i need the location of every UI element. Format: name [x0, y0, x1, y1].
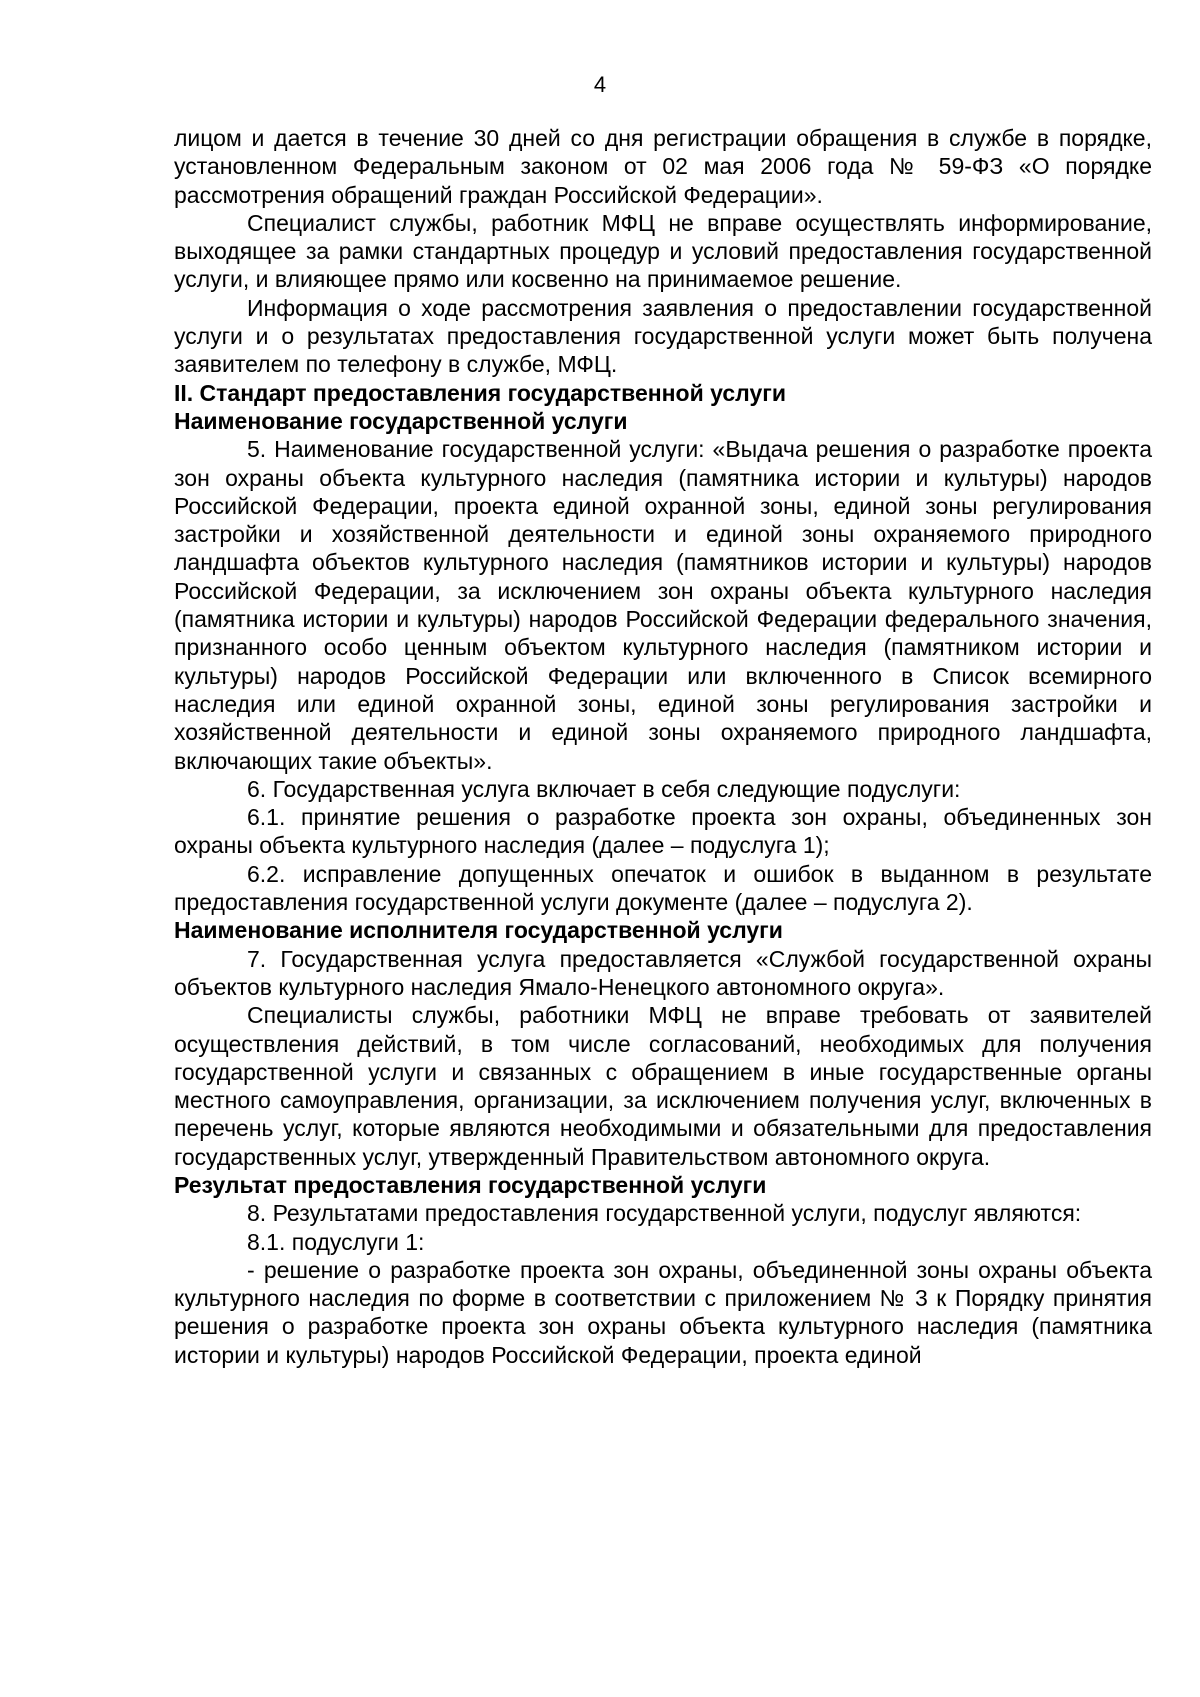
paragraph: 6.1. принятие решения о разработке проекта зон охраны, объединенных зон охраны объекта культурного наследия (далее – подуслуга 1);: [174, 804, 1152, 859]
paragraph: 5. Наименование государственной услуги: «Выдача решения о разработке проекта зон охраны объекта культурного наследия (памятника истории и культуры) народов Российской Федерации, проекта единой охранной зоны, единой зоны регулирования застройки и хозяйственной деятельности и единой зоны охраняемого природного ландшафта объектов культурного наследия (памятников истории и культуры) народов Российской Федерации, за исключением зон охраны объекта культурного наследия (памятника истории и культуры) народов Российской Федерации федерального значения, признанного особо ценным объектом культурного наследия (памятником истории и культуры) народов Российской Федерации или включенного в Список всемирного наследия или единой охранной зоны, единой зоны регулирования застройки и хозяйственной деятельности и единой зоны охраняемого природного ландшафта, включающих такие объекты».: [174, 436, 1152, 774]
subsection-heading: Наименование исполнителя государственной услуги: [174, 917, 783, 944]
paragraph: Специалист службы, работник МФЦ не вправе осуществлять информирование, выходящее за рамки стандартных процедур и условий предоставления государственной услуги, и влияющее прямо или косвенно на принимаемое решение.: [174, 209, 1152, 293]
section-heading: II. Стандарт предоставления государственной услуги: [174, 379, 786, 406]
paragraph: 6.2. исправление допущенных опечаток и ошибок в выданном в результате предоставления государственной услуги документе (далее – подуслуга 2).: [174, 860, 1152, 916]
paragraph: Информация о ходе рассмотрения заявления о предоставлении государственной услуги и о результатах предоставления государственной услуги может быть получена заявителем по телефону в службе, МФЦ.: [174, 294, 1152, 378]
document-body: [174, 124, 1152, 1369]
page-number: 4: [593, 72, 607, 97]
paragraph: Специалисты службы, работники МФЦ не вправе требовать от заявителей осуществления действий, в том числе согласований, необходимых для получения государственной услуги и связанных с обращением в иные государственные органы местного самоуправления, организации, за исключением получения услуг, включенных в перечень услуг, которые являются необходимыми и обязательными для предоставления государственных услуг, утвержденный Правительством автономного округа.: [174, 1002, 1152, 1170]
paragraph: 8.1. подуслуги 1:: [247, 1228, 425, 1255]
paragraph: 7. Государственная услуга предоставляется «Службой государственной охраны объектов культурного наследия Ямало-Ненецкого автономного округа».: [174, 945, 1152, 1000]
paragraph: - решение о разработке проекта зон охраны, объединенной зоны охраны объекта культурного наследия по форме в соответствии с приложением № 3 к Порядку принятия решения о разработке проекта зон охраны объекта культурного наследия (памятника истории и культуры) народов Российской Федерации, проекта единой: [174, 1256, 1152, 1368]
paragraph-continuation: лицом и дается в течение 30 дней со дня регистрации обращения в службе в порядке, установленном Федеральным законом от 02 мая 2006 года № 59-ФЗ «О порядке рассмотрения обращений граждан Российской Федерации».: [174, 125, 1152, 208]
subsection-heading: Результат предоставления государственной услуги: [174, 1171, 767, 1198]
paragraph: 6. Государственная услуга включает в себя следующие подуслуги:: [247, 775, 961, 802]
subsection-heading: Наименование государственной услуги: [174, 407, 628, 434]
paragraph: 8. Результатами предоставления государственной услуги, подуслуг являются:: [247, 1200, 1082, 1227]
